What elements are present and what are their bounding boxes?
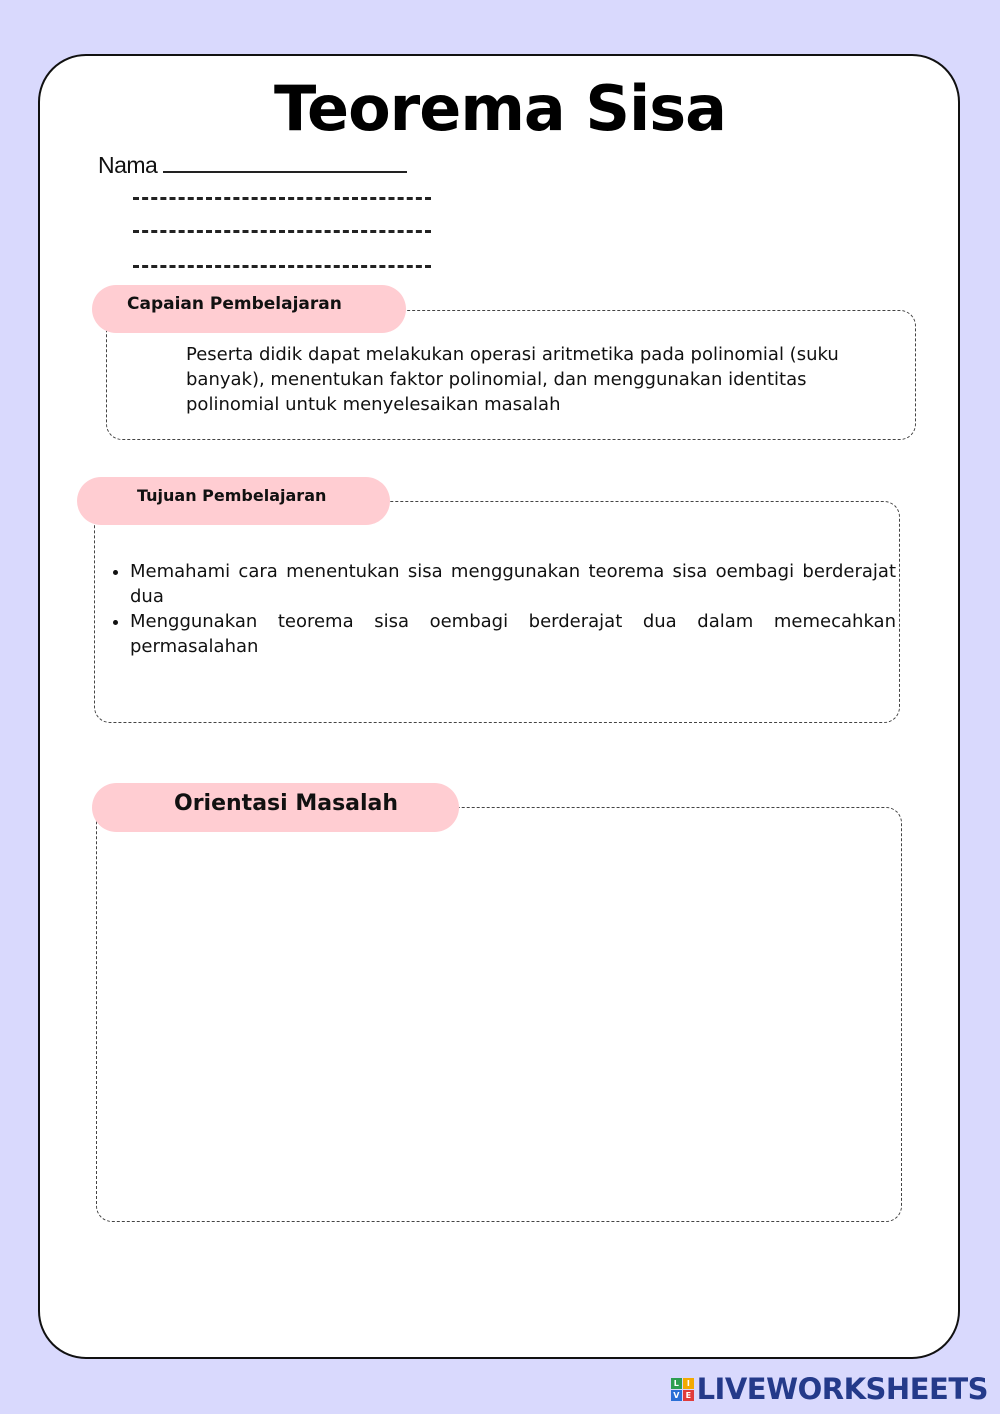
capaian-label: Capaian Pembelajaran: [127, 294, 342, 314]
logo-letter: I: [683, 1378, 694, 1389]
logo-letter: V: [671, 1390, 682, 1401]
tujuan-item: • Memahami cara menentukan sisa menggunakan teorema sisa oembagi berderajat dua: [130, 559, 896, 609]
liveworksheets-logo: [671, 1372, 988, 1406]
name-label: Nama: [98, 152, 158, 178]
capaian-label-pill: [92, 285, 406, 333]
orientasi-label: Orientasi Masalah: [174, 791, 399, 816]
tujuan-label: Tujuan Pembelajaran: [137, 486, 327, 505]
answer-line-3[interactable]: [133, 265, 431, 268]
tujuan-label-pill: [77, 477, 390, 525]
capaian-text: Peserta didik dapat melakukan operasi aritmetika pada polinomial (suku banyak), menentukan faktor polinomial, dan menggunakan identitas polinomial untuk menyelesaikan masalah: [186, 344, 839, 415]
name-input-line[interactable]: [163, 153, 407, 173]
orientasi-label-pill: [92, 783, 459, 832]
logo-letter: E: [683, 1390, 694, 1401]
name-row: [98, 152, 407, 179]
answer-line-2[interactable]: [133, 230, 431, 233]
answer-line-1[interactable]: [133, 197, 431, 200]
tujuan-item: • Menggunakan teorema sisa oembagi berderajat dua dalam memecahkan permasalahan: [130, 609, 896, 659]
page-title: Teorema Sisa: [273, 72, 726, 145]
orientasi-box[interactable]: [96, 807, 902, 1222]
tujuan-list: [108, 559, 896, 659]
logo-letter: L: [671, 1378, 682, 1389]
brand-name: LIVEWORKSHEETS: [696, 1372, 988, 1406]
logo-grid-icon: [671, 1378, 694, 1401]
